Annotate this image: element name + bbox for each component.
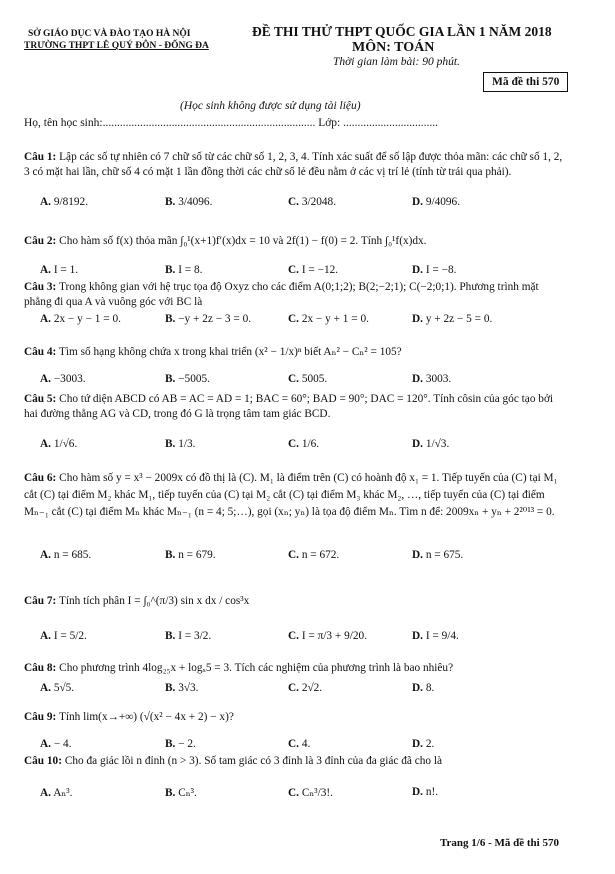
subject-title: MÔN: TOÁN bbox=[352, 40, 435, 55]
option-d[interactable] bbox=[412, 549, 463, 561]
option-b[interactable] bbox=[165, 786, 197, 799]
option-text: I = −8. bbox=[425, 264, 457, 276]
option-a[interactable] bbox=[40, 549, 91, 561]
option-text: 1/3. bbox=[178, 438, 196, 450]
question-text: Cho phương trình 4log₂₅x + logₓ5 = 3. Tích các nghiệm của phương trình là bao nhiêu? bbox=[59, 662, 454, 674]
question-label: Câu 8: bbox=[24, 662, 57, 674]
option-b[interactable] bbox=[165, 373, 210, 385]
exam-time: Thời gian làm bài: 90 phút. bbox=[333, 56, 460, 68]
question-label: Câu 7: bbox=[24, 595, 57, 607]
option-label: A. bbox=[40, 196, 51, 208]
option-text: − 4. bbox=[53, 738, 72, 750]
question-10 bbox=[24, 754, 569, 769]
option-label: B. bbox=[165, 787, 176, 799]
option-text: 5√5. bbox=[53, 682, 75, 694]
option-label: D. bbox=[412, 786, 423, 798]
option-a[interactable] bbox=[40, 196, 88, 208]
option-c[interactable] bbox=[288, 738, 310, 750]
option-label: B. bbox=[165, 373, 176, 385]
question-text: Cho tứ diện ABCD có AB = AC = AD = 1; BAC = 60°; BAD = 90°; DAC = 120°. Tính côsin của góc tạo bởi hai đường thẳng AG và CD, trong đó G là trọng tâm tam giác BCD. bbox=[24, 393, 554, 420]
option-label: D. bbox=[412, 682, 423, 694]
option-label: A. bbox=[40, 264, 51, 276]
option-text: n = 675. bbox=[425, 549, 464, 561]
option-text: I = 8. bbox=[178, 264, 203, 276]
question-label: Câu 6: bbox=[24, 472, 57, 484]
option-text: 2x − y − 1 = 0. bbox=[53, 313, 121, 325]
question-text: Cho hàm số f(x) thỏa mãn ∫₀¹(x+1)f′(x)dx = 10 và 2f(1) − f(0) = 2. Tính ∫₀¹f(x)dx. bbox=[59, 235, 427, 247]
option-c[interactable] bbox=[288, 373, 327, 385]
option-text: 2√2. bbox=[301, 682, 323, 694]
option-c[interactable] bbox=[288, 549, 339, 561]
option-d[interactable] bbox=[412, 313, 492, 325]
question-label: Câu 10: bbox=[24, 755, 62, 767]
question-5 bbox=[24, 392, 569, 422]
option-label: A. bbox=[40, 373, 51, 385]
option-label: B. bbox=[165, 738, 176, 750]
option-a[interactable] bbox=[40, 264, 78, 276]
question-text: Cho đa giác lồi n đỉnh (n > 3). Số tam giác có 3 đỉnh là 3 đỉnh của đa giác đã cho là bbox=[64, 755, 443, 767]
option-text: −y + 2z − 3 = 0. bbox=[178, 313, 252, 325]
exam-code-box: Mã đề thi 570 bbox=[483, 72, 568, 92]
option-label: D. bbox=[412, 264, 423, 276]
option-text: −3003. bbox=[53, 373, 86, 385]
option-text: 4. bbox=[301, 738, 311, 750]
option-text: n = 679. bbox=[178, 549, 216, 561]
option-text: 3/4096. bbox=[178, 196, 213, 208]
option-b[interactable] bbox=[165, 630, 211, 642]
option-label: B. bbox=[165, 196, 176, 208]
question-label: Câu 1: bbox=[24, 151, 57, 163]
option-d[interactable] bbox=[412, 196, 460, 208]
option-c[interactable] bbox=[288, 264, 338, 276]
option-label: D. bbox=[412, 549, 423, 561]
option-d[interactable] bbox=[412, 438, 449, 450]
question-4 bbox=[24, 345, 569, 360]
question-6 bbox=[24, 470, 569, 521]
option-text: 2x − y + 1 = 0. bbox=[301, 313, 369, 325]
option-a[interactable] bbox=[40, 786, 72, 799]
student-info-line: Họ, tên học sinh:.......................................................................... Lớp: ................................. bbox=[24, 117, 438, 129]
option-label: A. bbox=[40, 313, 51, 325]
option-d[interactable] bbox=[412, 682, 434, 694]
option-text: I = 5/2. bbox=[53, 630, 87, 642]
option-text: Cₙ³/3!. bbox=[301, 787, 333, 799]
option-label: C. bbox=[288, 264, 299, 276]
option-b[interactable] bbox=[165, 264, 202, 276]
option-label: D. bbox=[412, 313, 423, 325]
option-label: B. bbox=[165, 438, 176, 450]
question-text: Tìm số hạng không chứa x trong khai triển (x² − 1/x)ⁿ biết Aₙ² − Cₙ² = 105? bbox=[58, 346, 402, 358]
option-label: B. bbox=[165, 264, 176, 276]
option-b[interactable] bbox=[165, 682, 199, 694]
option-a[interactable] bbox=[40, 373, 86, 385]
option-label: D. bbox=[412, 738, 423, 750]
option-label: C. bbox=[288, 373, 299, 385]
option-label: C. bbox=[288, 313, 299, 325]
option-text: n = 685. bbox=[53, 549, 92, 561]
option-text: Cₙ³. bbox=[178, 787, 197, 799]
option-d[interactable] bbox=[412, 264, 456, 276]
option-label: C. bbox=[288, 682, 299, 694]
question-text: Tính tích phân I = ∫₀^(π/3) sin x dx / cos³x bbox=[58, 595, 250, 607]
option-label: A. bbox=[40, 738, 51, 750]
option-text: Aₙ³. bbox=[53, 787, 73, 799]
school-name: TRƯỜNG THPT LÊ QUÝ ĐÔN - ĐỐNG ĐA bbox=[24, 41, 209, 51]
option-label: B. bbox=[165, 630, 176, 642]
option-text: y + 2z − 5 = 0. bbox=[425, 313, 493, 325]
question-7 bbox=[24, 594, 569, 609]
option-c[interactable] bbox=[288, 682, 322, 694]
option-c[interactable] bbox=[288, 630, 367, 642]
option-b[interactable] bbox=[165, 196, 212, 208]
option-label: A. bbox=[40, 682, 51, 694]
option-text: 3√3. bbox=[178, 682, 199, 694]
option-text: 2. bbox=[425, 738, 435, 750]
option-a[interactable] bbox=[40, 313, 121, 325]
option-a[interactable] bbox=[40, 438, 77, 450]
option-d[interactable] bbox=[412, 786, 438, 798]
option-text: 9/4096. bbox=[425, 196, 461, 208]
option-label: B. bbox=[165, 549, 176, 561]
option-label: C. bbox=[288, 549, 299, 561]
option-d[interactable] bbox=[412, 630, 459, 642]
option-b[interactable] bbox=[165, 738, 196, 750]
option-text: I = −12. bbox=[301, 264, 339, 276]
option-label: C. bbox=[288, 196, 299, 208]
option-a[interactable] bbox=[40, 738, 71, 750]
option-label: B. bbox=[165, 682, 176, 694]
department-name: SỞ GIÁO DỤC VÀ ĐÀO TẠO HÀ NỘI bbox=[28, 29, 191, 39]
option-text: 1/√3. bbox=[425, 438, 450, 450]
option-c[interactable] bbox=[288, 313, 369, 325]
option-text: − 2. bbox=[178, 738, 196, 750]
question-1 bbox=[24, 150, 569, 180]
question-8 bbox=[24, 661, 569, 676]
option-c[interactable] bbox=[288, 438, 319, 450]
option-text: 1/6. bbox=[301, 438, 320, 450]
option-b[interactable] bbox=[165, 313, 251, 325]
option-c[interactable] bbox=[288, 786, 333, 799]
option-label: D. bbox=[412, 438, 423, 450]
question-label: Câu 5: bbox=[24, 393, 57, 405]
option-label: A. bbox=[40, 787, 51, 799]
option-text: 8. bbox=[425, 682, 435, 694]
option-d[interactable] bbox=[412, 738, 434, 750]
question-text: Trong không gian với hệ trục tọa độ Oxyz cho các điểm A(0;1;2); B(2;−2;1); C(−2;0;1). Phương trình mặt phẳng đi qua A và vuông góc với BC là bbox=[24, 281, 539, 308]
option-b[interactable] bbox=[165, 438, 195, 450]
option-label: C. bbox=[288, 787, 299, 799]
option-label: A. bbox=[40, 630, 51, 642]
option-text: 9/8192. bbox=[53, 196, 89, 208]
question-label: Câu 4: bbox=[24, 346, 57, 358]
option-label: C. bbox=[288, 438, 299, 450]
option-d[interactable] bbox=[412, 373, 451, 385]
option-text: 1/√6. bbox=[53, 438, 78, 450]
option-label: D. bbox=[412, 373, 423, 385]
option-label: A. bbox=[40, 438, 51, 450]
option-label: C. bbox=[288, 630, 299, 642]
option-text: I = 1. bbox=[53, 264, 79, 276]
option-a[interactable] bbox=[40, 682, 74, 694]
option-text: n!. bbox=[425, 786, 439, 798]
question-text: Tính lim(x→+∞) (√(x² − 4x + 2) − x)? bbox=[58, 711, 234, 723]
option-text: n = 672. bbox=[301, 549, 340, 561]
question-text: Lập các số tự nhiên có 7 chữ số từ các chữ số 1, 2, 3, 4. Tính xác suất để số lập được thỏa mãn: các chữ số 1, 2, 3 có mặt hai lần, chữ số 4 có mặt 1 lần đồng thời các chữ số lẻ đều nằm ở các vị trí lẻ (tính từ trái qua phải). bbox=[24, 151, 563, 178]
page-footer: Trang 1/6 - Mã đề thi 570 bbox=[440, 837, 559, 849]
option-text: I = 9/4. bbox=[425, 630, 459, 642]
option-b[interactable] bbox=[165, 549, 216, 561]
question-3 bbox=[24, 280, 569, 310]
option-label: D. bbox=[412, 630, 423, 642]
option-text: I = π/3 + 9/20. bbox=[301, 630, 368, 642]
question-9 bbox=[24, 710, 569, 725]
option-text: 3/2048. bbox=[301, 196, 337, 208]
option-text: I = 3/2. bbox=[178, 630, 212, 642]
option-a[interactable] bbox=[40, 630, 87, 642]
question-label: Câu 2: bbox=[24, 235, 57, 247]
question-label: Câu 9: bbox=[24, 711, 57, 723]
option-text: −5005. bbox=[178, 373, 210, 385]
question-label: Câu 3: bbox=[24, 281, 57, 293]
option-text: 3003. bbox=[425, 373, 452, 385]
option-text: 5005. bbox=[301, 373, 328, 385]
exam-title: ĐỀ THI THỬ THPT QUỐC GIA LẦN 1 NĂM 2018 bbox=[252, 24, 552, 39]
option-label: B. bbox=[165, 313, 176, 325]
option-label: D. bbox=[412, 196, 423, 208]
question-text: Cho hàm số y = x³ − 2009x có đồ thị là (C). M₁ là điểm trên (C) có hoành độ x₁ = 1. Tiếp tuyến của (C) tại M₁ cắt (C) tại điểm M₂ khác M₁, tiếp tuyến của (C) tại M₂ cắt (C) tại điểm M₃ khác M₂, …, tiếp tuyến của (C) tại điểm Mₙ₋₁ cắt (C) tại điểm Mₙ khác Mₙ₋₁ (n = 4; 5;…), gọi (xₙ; yₙ) là tọa độ điểm Mₙ. Tìm n để: 2009xₙ + yₙ + 2²⁰¹³ = 0. bbox=[24, 472, 558, 518]
option-c[interactable] bbox=[288, 196, 336, 208]
notice: (Học sinh không được sử dụng tài liệu) bbox=[180, 100, 361, 112]
question-2 bbox=[24, 234, 569, 249]
option-label: A. bbox=[40, 549, 51, 561]
option-label: C. bbox=[288, 738, 299, 750]
